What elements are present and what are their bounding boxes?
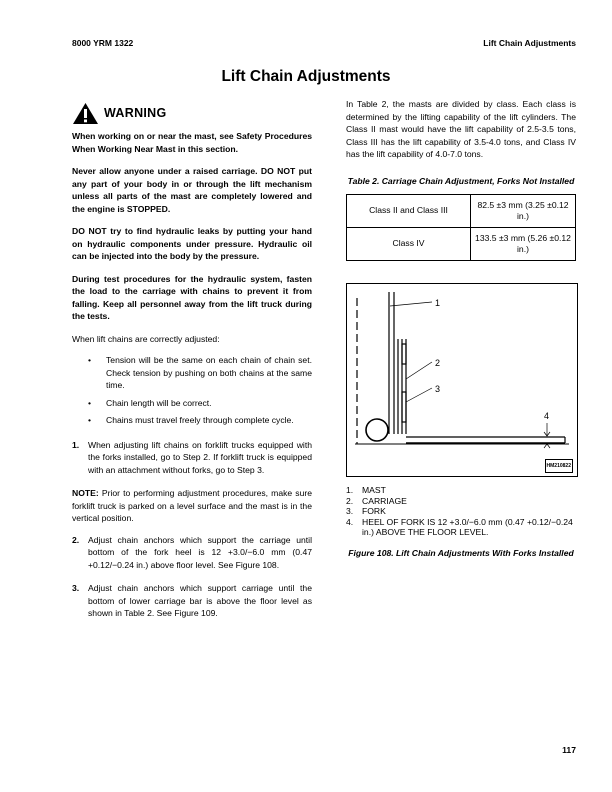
legend-item: 2. CARRIAGE	[346, 495, 407, 506]
chain-adjustment-table	[346, 194, 576, 261]
step-3	[72, 582, 312, 620]
bullet-item: • Chains must travel freely through complete cycle.	[72, 414, 312, 427]
callout-2: 2	[435, 358, 441, 368]
step-text: Adjust chain anchors which support the carriage until bottom of the fork heel is 12 +3.0/−6.0 mm (0.47 +0.12/−0.24 in.) above floor level. See Figure 108.	[88, 534, 312, 570]
warning-title: WARNING	[104, 106, 167, 121]
figure-legend	[346, 485, 576, 538]
figure-108-illustration	[346, 283, 578, 477]
step-number: 3.	[72, 583, 80, 593]
legend-item: 1. MAST	[346, 485, 386, 495]
warning-triangle-icon	[72, 102, 99, 125]
right-column	[346, 98, 576, 559]
warning-header	[72, 102, 312, 125]
table-row	[347, 228, 576, 261]
step-number: 2.	[72, 534, 80, 545]
table-cell-value: 82.5 ±3 mm (3.25 ±0.12 in.)	[471, 195, 576, 228]
table-caption: Table 2. Carriage Chain Adjustment, Forks Not Installed	[347, 175, 575, 186]
forklift-mast-diagram	[347, 284, 577, 476]
header-section-title: Lift Chain Adjustments	[483, 38, 576, 48]
page-number: 117	[562, 745, 576, 755]
step-text: Adjust chain anchors which support carriage until the bottom of lower carriage bar is above the floor level as shown in Table 2. See Figure 109.	[88, 583, 312, 618]
figure-caption: Figure 108. Lift Chain Adjustments With Forks Installed	[348, 547, 574, 558]
warning-paragraph: DO NOT try to find hydraulic leaks by putting your hand on hydraulic components under pressure. Hydraulic oil can be injected into the body by the pressure.	[72, 226, 312, 261]
note	[72, 487, 312, 525]
bullet-list	[72, 354, 312, 427]
step-text: When adjusting lift chains on forklift trucks equipped with the forks installed, go to Step 2. If forklift truck is equipped with an attachment without forks, go to Step 3.	[88, 439, 312, 475]
warning-paragraph: During test procedures for the hydraulic system, fasten the load to the carriage with chains to prevent it from falling. Keep all personnel away from the lift truck during the tests.	[72, 273, 312, 321]
table-cell-value: 133.5 ±3 mm (5.26 ±0.12 in.)	[471, 228, 576, 261]
callout-3: 3	[435, 384, 441, 394]
page-title: Lift Chain Adjustments	[221, 68, 391, 85]
figure-tag: HM210822	[545, 459, 573, 474]
intro-text: When lift chains are correctly adjusted:	[72, 333, 220, 344]
step-2	[72, 534, 312, 572]
step-1	[72, 439, 312, 477]
legend-item: 4. HEEL OF FORK IS 12 +3.0/−6.0 mm (0.47 +0.12/−0.24 in.) ABOVE THE FLOOR LEVEL.	[346, 516, 573, 537]
warning-paragraph: Never allow anyone under a raised carriage. DO NOT put any part of your body in or through the lift mechanism unless all parts of the mast are completely lowered and the engine is STOPPED.	[72, 166, 312, 214]
header-document-id: 8000 YRM 1322	[72, 38, 134, 48]
note-text: Prior to performing adjustment procedures, make sure forklift truck is parked on a level surface and the mast is in the vertical position.	[72, 488, 312, 523]
bullet-item: • Tension will be the same on each chain of chain set. Check tension by pushing on both chains at the same time.	[72, 354, 312, 392]
bullet-item: • Chain length will be correct.	[72, 397, 312, 410]
callout-4: 4	[544, 411, 550, 421]
step-number: 1.	[72, 439, 80, 450]
note-label: NOTE:	[72, 488, 99, 498]
table-row	[347, 195, 576, 228]
table-cell-class: Class II and Class III	[347, 195, 471, 228]
table-cell-class: Class IV	[347, 228, 471, 261]
legend-item: 3. FORK	[346, 506, 386, 516]
left-column	[72, 100, 312, 631]
warning-paragraph: When working on or near the mast, see Safety Procedures When Working Near Mast in this section.	[72, 131, 312, 154]
mast-class-text: In Table 2, the masts are divided by class. Each class is determined by the lifting capability of the lift cylinders. The Class II mast would have the lift capability of 2.5-3.5 tons, Class III has the lift capability of 3.5-4.0 tons, and Class IV has the lift capability of 4.0-7.0 tons.	[346, 99, 576, 159]
callout-1: 1	[435, 298, 441, 308]
